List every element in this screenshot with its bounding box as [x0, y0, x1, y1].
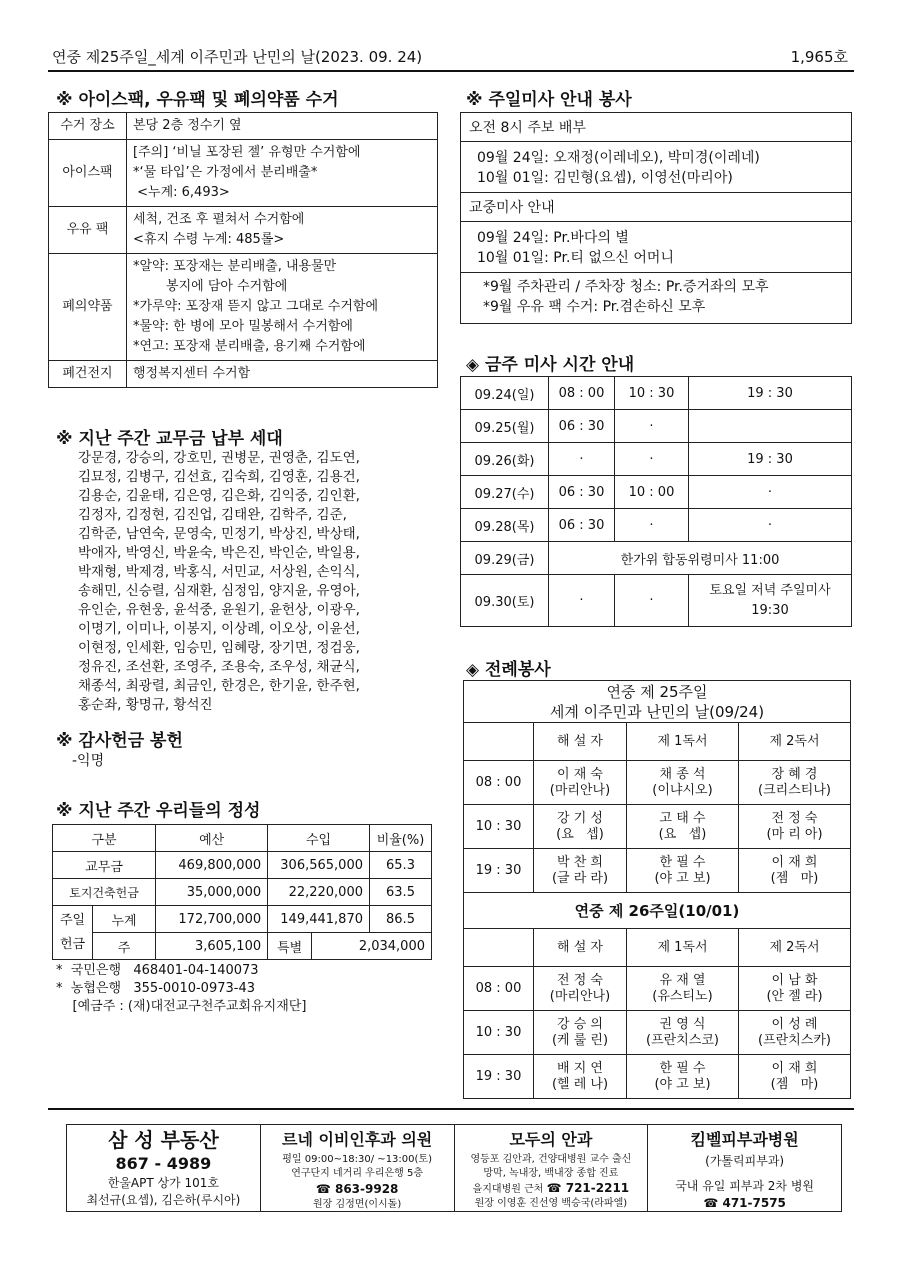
special-value: 2,034,000 — [312, 933, 432, 960]
tithe-name-line: 송해민, 신승렬, 심재환, 심정임, 양지윤, 유영아, — [78, 583, 360, 599]
icepack-row-detail — [127, 140, 438, 207]
liturgy-col-header: 제 2독서 — [738, 723, 850, 761]
minister-baptismal-name: (마 리 아) — [766, 826, 823, 842]
sunday-offering-label-2: 헌금 — [59, 936, 86, 952]
sunday-offering-label — [53, 906, 93, 960]
mass-sat-evening-time: 19:30 — [751, 602, 789, 618]
header-divider — [48, 70, 854, 72]
liturgy-row — [464, 761, 851, 805]
liturgy-row — [464, 967, 851, 1011]
service-note: *9월 주차관리 / 주차장 청소: Pr.증거좌의 모후 — [483, 279, 769, 295]
am8-list — [461, 142, 851, 193]
icepack-row-label: 아이스팩 — [49, 140, 127, 207]
icepack-row-label: 폐의약품 — [49, 254, 127, 361]
icepack-row — [49, 207, 438, 254]
liturgy-title: ◈ 전례봉사 — [466, 660, 551, 680]
icepack-detail-line: *‘물 타입’은 가정에서 분리배출* — [133, 165, 318, 180]
liturgy-minister — [626, 1055, 738, 1099]
mass-day: 09.24(일) — [461, 377, 549, 410]
minister-name: 고 태 수 — [659, 810, 706, 826]
ad-banner — [66, 1124, 842, 1212]
mass-row — [461, 410, 852, 443]
liturgy-minister — [626, 805, 738, 849]
tithe-name-line: 정유진, 조선환, 조영주, 조용숙, 조우성, 채균식, — [78, 659, 360, 675]
minister-baptismal-name: (마리안나) — [549, 782, 611, 798]
minister-baptismal-name: (유스티노) — [652, 988, 713, 1004]
bank-line: * 국민은행 468401-04-140073 — [56, 963, 259, 978]
offering-row-label: 교무금 — [53, 852, 156, 879]
ad-line: 평일 09:00~18:30/ ~13:00(토) — [282, 1154, 432, 1165]
minister-name: 한 필 수 — [659, 854, 706, 870]
mass-sat-evening-label: 토요일 저녁 주일미사 — [709, 582, 831, 598]
minister-name: 배 지 연 — [557, 1060, 603, 1076]
minister-name: 박 찬 희 — [557, 854, 603, 870]
icepack-detail-line: <누계: 6,493> — [133, 185, 230, 200]
offering-ratio: 65.3 — [370, 852, 432, 879]
minister-baptismal-name: (요 셉) — [658, 826, 707, 842]
tithe-name-line: 채종석, 최광렬, 최금인, 한경은, 한기윤, 한주현, — [78, 678, 360, 694]
mass-day: 09.26(화) — [461, 443, 549, 476]
icepack-row-detail — [127, 113, 438, 140]
icepack-row — [49, 254, 438, 361]
special-label: 특별 — [268, 933, 312, 960]
bulletin-title: 연중 제25주일_세계 이주민과 난민의 날(2023. 09. 24) — [52, 48, 423, 66]
ad-line: 최선규(요셉), 김은하(루시아) — [86, 1193, 241, 1207]
school-list — [461, 222, 851, 273]
mass-title: ◈ 금주 미사 시간 안내 — [466, 355, 635, 375]
minister-baptismal-name: (안 젤 라) — [766, 988, 823, 1004]
liturgy-minister — [626, 1011, 738, 1055]
icepack-detail-line: *알약: 포장재는 분리배출, 내용물만 — [133, 259, 337, 274]
mass-sat-evening — [689, 575, 852, 627]
minister-name: 이 남 화 — [771, 972, 818, 988]
ad-line: 원장 이영훈 진선영 백승국(라파엘) — [474, 1198, 628, 1209]
minister-name: 장 혜 경 — [771, 766, 818, 782]
sunday-acc-ratio: 86.5 — [370, 906, 432, 933]
minister-baptismal-name: (프란치스카) — [758, 1032, 831, 1048]
icepack-row-detail — [127, 254, 438, 361]
liturgy-time: 08 : 00 — [464, 967, 534, 1011]
offering-header-cell: 예산 — [156, 825, 268, 852]
offering-income: 306,565,000 — [268, 852, 370, 879]
am8-title: 오전 8시 주보 배부 — [461, 113, 851, 142]
minister-baptismal-name: (요 셉) — [556, 826, 604, 842]
icepack-title: ※ 아이스팩, 우유팩 및 폐의약품 수거 — [56, 90, 339, 110]
liturgy-minister — [534, 1055, 627, 1099]
service-box — [460, 112, 852, 324]
minister-name: 한 필 수 — [659, 1060, 706, 1076]
mass-day: 09.25(월) — [461, 410, 549, 443]
liturgy-row — [464, 805, 851, 849]
ad-ent-clinic — [261, 1125, 455, 1211]
minister-baptismal-name: (젬 마) — [770, 870, 819, 886]
tithe-name-line: 유인순, 유현웅, 윤석중, 윤원기, 윤헌상, 이광우, — [78, 602, 360, 618]
sunday-acc-income: 149,441,870 — [268, 906, 370, 933]
liturgy-minister — [738, 805, 850, 849]
liturgy-col-header: 제 1독서 — [626, 929, 738, 967]
mass-time: · — [615, 509, 689, 542]
thanks-title: ※ 감사헌금 봉헌 — [56, 731, 183, 751]
offering-title: ※ 지난 주간 우리들의 정성 — [56, 801, 261, 821]
offering-table — [52, 824, 432, 960]
tithe-name-line: 이현정, 인세환, 임승민, 임혜랑, 장기면, 정검웅, — [78, 640, 360, 656]
liturgy-time: 19 : 30 — [464, 849, 534, 893]
minister-name: 이 재 숙 — [557, 766, 603, 782]
tithe-name-line: 김정자, 김정현, 김진업, 김태완, 김학주, 김준, — [78, 507, 347, 523]
ad-line: 한울APT 상가 101호 — [107, 1176, 220, 1190]
liturgy-corner — [464, 929, 534, 967]
liturgy-minister — [534, 805, 627, 849]
sunday-week-label: 주 — [93, 933, 156, 960]
ad-name: 삼 성 부동산 — [108, 1128, 219, 1152]
tithe-name-line: 박재형, 박제경, 박홍식, 서민교, 서상원, 손익식, — [78, 564, 360, 580]
icepack-detail-line: 본당 2층 정수기 옆 — [133, 118, 242, 133]
ad-eye-clinic — [455, 1125, 649, 1211]
liturgy-col-header: 제 1독서 — [626, 723, 738, 761]
ad-phone: ☎ 721-2211 — [546, 1181, 630, 1195]
mass-row — [461, 476, 852, 509]
minister-name: 채 종 석 — [659, 766, 706, 782]
mass-time: 06 : 30 — [549, 476, 615, 509]
ad-phone: ☎ 471-7575 — [703, 1196, 786, 1210]
mass-time: · — [689, 509, 852, 542]
tithe-name-line: 김학준, 남연숙, 문영숙, 민정기, 박상진, 박상태, — [78, 526, 360, 542]
week1-title-2: 세계 이주민과 난민의 날(09/24) — [549, 702, 765, 721]
mass-time: 10 : 00 — [615, 476, 689, 509]
icepack-row — [49, 361, 438, 388]
minister-name: 강 승 의 — [557, 1016, 603, 1032]
offering-ratio: 63.5 — [370, 879, 432, 906]
minister-name: 유 재 열 — [659, 972, 706, 988]
ad-address-phone — [455, 1181, 648, 1197]
mass-time: · — [615, 410, 689, 443]
ad-derma-clinic — [648, 1125, 841, 1211]
minister-baptismal-name: (크리스티나) — [758, 782, 831, 798]
minister-name: 권 영 식 — [659, 1016, 706, 1032]
service-title: ※ 주일미사 안내 봉사 — [466, 90, 632, 110]
icepack-row-label: 폐건전지 — [49, 361, 127, 388]
liturgy-row — [464, 1011, 851, 1055]
liturgy-minister — [738, 849, 850, 893]
ad-line: 을지대병원 근처 — [472, 1184, 544, 1195]
mass-row — [461, 509, 852, 542]
school-line: 10월 01일: Pr.티 없으신 어머니 — [477, 250, 674, 266]
ad-name: 모두의 안과 — [509, 1130, 593, 1149]
mass-time: · — [549, 443, 615, 476]
bank-accounts — [56, 962, 306, 1016]
liturgy-row — [464, 1055, 851, 1099]
minister-baptismal-name: (프란치스코) — [646, 1032, 719, 1048]
minister-baptismal-name: (케 룰 린) — [551, 1032, 609, 1048]
liturgy-minister — [534, 967, 627, 1011]
liturgy-time: 08 : 00 — [464, 761, 534, 805]
mass-day: 09.27(수) — [461, 476, 549, 509]
sunday-acc-label: 누계 — [93, 906, 156, 933]
icepack-row-label: 수거 장소 — [49, 113, 127, 140]
offering-budget: 469,800,000 — [156, 852, 268, 879]
minister-baptismal-name: (헬 레 나) — [551, 1076, 609, 1092]
liturgy-minister — [738, 1011, 850, 1055]
minister-name: 강 기 성 — [557, 810, 603, 826]
tithe-name-line: 이명기, 이미나, 이봉지, 이상례, 이오상, 이윤선, — [78, 621, 360, 637]
school-line: 09월 24일: Pr.바다의 별 — [477, 230, 629, 246]
ad-phone: 867 - 4989 — [115, 1154, 212, 1173]
ad-line: 연구단지 네거리 우리은행 5층 — [291, 1168, 424, 1179]
ad-line: (가톨릭피부과) — [705, 1154, 785, 1168]
bank-line: * 농협은행 355-0010-0973-43 — [56, 981, 255, 996]
mass-time: 19 : 30 — [689, 377, 852, 410]
icepack-detail-line: [주의] ‘비닐 포장된 젤’ 유형만 수거함에 — [133, 145, 361, 160]
icepack-row-label: 우유 팩 — [49, 207, 127, 254]
minister-baptismal-name: (야 고 보) — [654, 1076, 711, 1092]
tithe-name-line: 홍순좌, 황명규, 황석진 — [78, 697, 213, 713]
mass-table — [460, 376, 852, 627]
minister-name: 이 재 희 — [771, 854, 818, 870]
offering-header-cell: 비율(%) — [370, 825, 432, 852]
sunday-acc-budget: 172,700,000 — [156, 906, 268, 933]
icepack-detail-line: 행정복지센터 수거함 — [133, 366, 251, 381]
service-notes — [461, 273, 851, 321]
ad-line: 영등포 김안과, 건양대병원 교수 출신 — [470, 1154, 632, 1165]
mass-row — [461, 443, 852, 476]
tithe-name-list — [78, 449, 428, 715]
week1-title-1: 연중 제 25주일 — [606, 682, 708, 701]
liturgy-minister — [534, 1011, 627, 1055]
offering-income: 22,220,000 — [268, 879, 370, 906]
minister-name: 전 정 숙 — [771, 810, 818, 826]
liturgy-minister — [534, 849, 627, 893]
offering-budget: 35,000,000 — [156, 879, 268, 906]
mass-time: · — [615, 443, 689, 476]
ad-line: 망막, 녹내장, 백내장 종합 진료 — [483, 1168, 619, 1179]
icepack-row — [49, 140, 438, 207]
ad-line: 원장 김정면(이시돌) — [312, 1199, 402, 1210]
ad-name: 르네 이비인후과 의원 — [282, 1130, 433, 1149]
mass-time: · — [549, 575, 615, 627]
liturgy-col-header: 해 설 자 — [534, 723, 627, 761]
mass-row — [461, 377, 852, 410]
school-title: 교중미사 안내 — [461, 193, 851, 222]
sunday-week-value: 3,605,100 — [156, 933, 268, 960]
liturgy-row — [464, 849, 851, 893]
am8-line: 10월 01일: 김민형(요셉), 이영선(마리아) — [477, 170, 733, 186]
mass-time: 10 : 30 — [615, 377, 689, 410]
service-note: *9월 우유 팩 수거: Pr.겸손하신 모후 — [483, 299, 706, 315]
liturgy-minister — [626, 761, 738, 805]
minister-baptismal-name: (젬 마) — [770, 1076, 819, 1092]
ad-name: 킴벨피부과병원 — [690, 1130, 799, 1149]
mass-time: · — [615, 575, 689, 627]
icepack-row-detail — [127, 361, 438, 388]
bank-line: [예금주 : (재)대전교구천주교회유지재단] — [56, 999, 307, 1014]
liturgy-minister — [534, 761, 627, 805]
liturgy-time: 10 : 30 — [464, 805, 534, 849]
minister-name: 이 재 희 — [771, 1060, 818, 1076]
mass-time: 06 : 30 — [549, 410, 615, 443]
liturgy-minister — [738, 761, 850, 805]
liturgy-time: 10 : 30 — [464, 1011, 534, 1055]
mass-time — [689, 410, 852, 443]
icepack-row — [49, 113, 438, 140]
liturgy-minister — [738, 1055, 850, 1099]
liturgy-col-header: 해 설 자 — [534, 929, 627, 967]
mass-fri-text: 한가위 합동위령미사 11:00 — [549, 542, 852, 575]
icepack-detail-line: 봉지에 담아 수거함에 — [133, 279, 288, 294]
icepack-detail-line: <휴지 수령 누계: 485롤> — [133, 232, 285, 247]
offering-header-cell: 수입 — [268, 825, 370, 852]
thanks-body: -익명 — [72, 753, 105, 769]
offering-row-label: 토지건축헌금 — [53, 879, 156, 906]
mass-time: 19 : 30 — [689, 443, 852, 476]
minister-baptismal-name: (글 라 라) — [551, 870, 609, 886]
tithe-title: ※ 지난 주간 교무금 납부 세대 — [56, 429, 283, 449]
offering-header-cell: 구분 — [53, 825, 156, 852]
mass-day: 09.29(금) — [461, 542, 549, 575]
tithe-name-line: 박애자, 박영신, 박윤숙, 박은진, 박인순, 박일용, — [78, 545, 360, 561]
mass-day: 09.28(목) — [461, 509, 549, 542]
mass-time: 08 : 00 — [549, 377, 615, 410]
ad-realestate — [67, 1125, 261, 1211]
tithe-name-line: 김용순, 김윤태, 김은영, 김은화, 김익중, 김인환, — [78, 488, 360, 504]
minister-baptismal-name: (야 고 보) — [654, 870, 711, 886]
liturgy-minister — [626, 849, 738, 893]
mass-time: 06 : 30 — [549, 509, 615, 542]
liturgy-corner — [464, 723, 534, 761]
mass-day: 09.30(토) — [461, 575, 549, 627]
minister-baptismal-name: (마리안나) — [549, 988, 611, 1004]
icepack-detail-line: *물약: 한 병에 모아 밀봉해서 수거함에 — [133, 319, 353, 334]
minister-name: 이 성 례 — [771, 1016, 818, 1032]
liturgy-col-header: 제 2독서 — [738, 929, 850, 967]
issue-number: 1,965호 — [790, 48, 848, 66]
week2-title: 연중 제 26주일(10/01) — [464, 893, 851, 929]
liturgy-table — [463, 680, 851, 1099]
icepack-table — [48, 112, 438, 388]
icepack-detail-line: *가루약: 포장재 뜯지 않고 그대로 수거함에 — [133, 299, 379, 314]
icepack-detail-line: 세척, 건조 후 펼쳐서 수거함에 — [133, 212, 305, 227]
mass-time: · — [689, 476, 852, 509]
liturgy-minister — [738, 967, 850, 1011]
ad-line: 국내 유일 피부과 2차 병원 — [675, 1179, 815, 1193]
sunday-offering-label-1: 주일 — [59, 912, 86, 928]
am8-line: 09월 24일: 오재정(이레네오), 박미경(이레네) — [477, 150, 760, 166]
minister-baptismal-name: (이냐시오) — [652, 782, 713, 798]
ad-phone: ☎ 863-9928 — [315, 1182, 399, 1196]
week1-title — [464, 681, 851, 723]
icepack-detail-line: *연고: 포장재 분리배출, 용기째 수거함에 — [133, 339, 366, 354]
liturgy-time: 19 : 30 — [464, 1055, 534, 1099]
icepack-row-detail — [127, 207, 438, 254]
tithe-name-line: 강문경, 강승의, 강호민, 권병문, 권영춘, 김도연, — [78, 450, 360, 466]
liturgy-minister — [626, 967, 738, 1011]
tithe-name-line: 김묘정, 김병구, 김선효, 김숙희, 김영훈, 김용건, — [78, 469, 360, 485]
minister-name: 전 정 숙 — [557, 972, 603, 988]
footer-divider — [48, 1108, 854, 1110]
